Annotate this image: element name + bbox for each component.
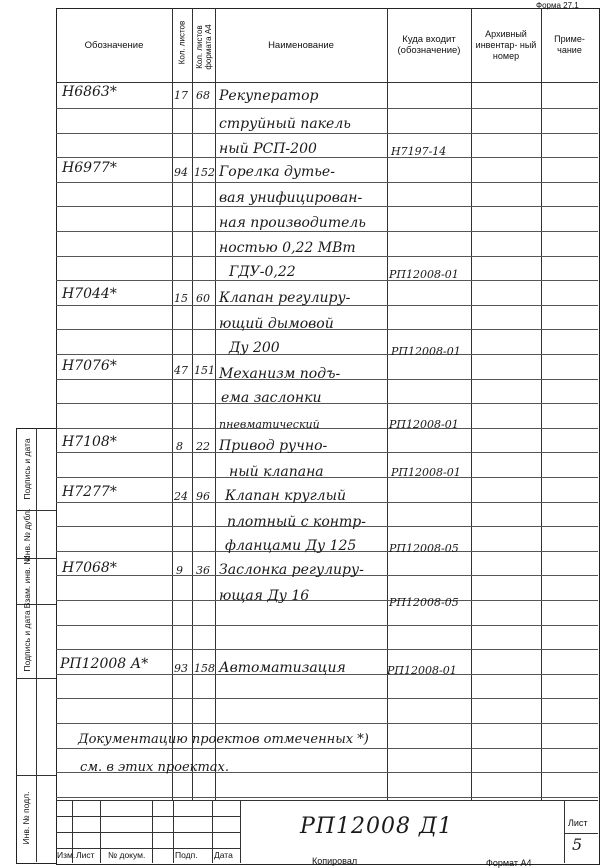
row-sheets: 24 xyxy=(174,490,188,503)
row-name-line: Горелка дутье- xyxy=(219,164,335,180)
col-header-name: Наименование xyxy=(268,39,334,51)
row-sheets: 9 xyxy=(176,564,183,577)
form-label: Форма 27.1 xyxy=(536,1,579,10)
row-a4: 158 xyxy=(194,662,215,675)
row-where: РП12008-01 xyxy=(391,466,461,479)
col-header-note: Приме- чание xyxy=(554,34,585,55)
table-rule xyxy=(56,477,598,478)
col-header-where-used: Куда входит (обозначение) xyxy=(397,34,461,56)
row-name-line: плотный с контр- xyxy=(227,514,366,530)
side-label-inv-dup: Инв. № дубл. xyxy=(22,508,32,562)
row-name-line: Привод ручно- xyxy=(219,438,328,454)
row-name-line: ный РСП-200 xyxy=(219,141,317,157)
row-name-line: Механизм подъ- xyxy=(219,366,341,382)
row-where: РП12008-05 xyxy=(389,596,459,609)
table-rule xyxy=(56,108,598,109)
row-where: РП12008-01 xyxy=(389,268,459,281)
row-a4: 152 xyxy=(194,166,215,179)
footnote-line: см. в этих проектах. xyxy=(80,760,229,775)
row-a4: 22 xyxy=(196,440,210,453)
table-rule xyxy=(56,649,598,650)
row-name-line: ема заслонки xyxy=(221,390,322,406)
row-designation: Н6863* xyxy=(62,84,117,100)
row-name-line: фланцами Ду 125 xyxy=(225,538,357,554)
table-rule xyxy=(56,723,598,724)
row-where: РП12008-01 xyxy=(389,418,459,431)
row-where: РП12008-05 xyxy=(389,542,459,555)
row-name-line: струйный пакель xyxy=(219,116,351,132)
row-a4: 96 xyxy=(196,490,210,503)
table-rule xyxy=(56,133,598,134)
stamp-col-sign: Подп. xyxy=(175,850,198,860)
table-rule xyxy=(56,256,598,257)
col-header-archive: Архивный инвентар- ный номер xyxy=(475,28,537,61)
footer-copied: Копировал xyxy=(312,856,358,866)
row-sheets: 94 xyxy=(174,166,188,179)
row-name-line: Клапан круглый xyxy=(225,488,346,504)
table-rule xyxy=(56,182,598,183)
table-rule xyxy=(56,428,598,429)
row-designation: Н7277* xyxy=(62,484,117,500)
stamp-sheet-label: Лист xyxy=(568,818,588,828)
table-rule xyxy=(56,403,598,404)
row-name-line: Автоматизация xyxy=(219,660,346,676)
side-label-sign-date-bottom: Подпись и дата xyxy=(22,610,32,672)
row-name-line: ный клапана xyxy=(229,464,324,480)
row-name-line: пневматический xyxy=(219,418,320,431)
row-a4: 68 xyxy=(196,89,210,102)
table-rule xyxy=(56,625,598,626)
row-a4: 60 xyxy=(196,292,210,305)
footer-format: Формат А4 xyxy=(486,858,532,868)
row-name-line: Рекуператор xyxy=(219,88,319,104)
side-label-inv-orig: Инв. № подл. xyxy=(21,791,31,845)
row-designation: Н7068* xyxy=(62,560,117,576)
col-header-sheets: Кол. листов xyxy=(177,20,187,65)
row-designation: Н7108* xyxy=(62,434,117,450)
row-name-line: ГДУ-0,22 xyxy=(229,264,296,280)
table-rule xyxy=(56,280,598,281)
row-name-line: ющая Ду 16 xyxy=(219,588,310,604)
side-label-replace-inv: Взам. инв. № xyxy=(22,555,32,609)
table-rule xyxy=(56,157,598,158)
row-designation: Н6977* xyxy=(62,160,117,176)
row-a4: 36 xyxy=(196,564,210,577)
row-sheets: 93 xyxy=(174,662,188,675)
stamp-col-date: Дата xyxy=(214,850,233,860)
row-sheets: 8 xyxy=(176,440,183,453)
side-label-sign-date-top: Подпись и дата xyxy=(22,438,32,500)
row-name-line: ностью 0,22 МВт xyxy=(219,240,356,256)
table-rule xyxy=(56,748,598,749)
row-sheets: 17 xyxy=(174,89,188,102)
row-name-line: Клапан регулиру- xyxy=(219,290,351,306)
table-rule xyxy=(56,354,598,355)
table-rule xyxy=(56,600,598,601)
stamp-col-doc: № докум. xyxy=(108,850,146,860)
row-designation: Н7076* xyxy=(62,358,117,374)
stamp-col-change: Изм. xyxy=(57,850,76,860)
row-where: РП12008-01 xyxy=(387,664,457,677)
row-sheets: 47 xyxy=(174,364,188,377)
stamp-sheet-no: 5 xyxy=(572,835,583,854)
row-where: РП12008-01 xyxy=(391,345,461,358)
row-name-line: Заслонка регулиру- xyxy=(219,562,364,578)
stamp-col-sheet: Лист xyxy=(76,850,95,860)
table-rule xyxy=(56,797,598,798)
row-where: Н7197-14 xyxy=(391,145,447,158)
row-name-line: ная производитель xyxy=(219,215,366,231)
row-a4: 151 xyxy=(194,364,215,377)
table-rule xyxy=(56,698,598,699)
row-designation: РП12008 А* xyxy=(60,656,149,672)
table-rule xyxy=(56,206,598,207)
col-header-designation: Обозначение xyxy=(84,39,144,51)
row-designation: Н7044* xyxy=(62,286,117,302)
row-name-line: вая унифицирован- xyxy=(219,190,363,206)
row-sheets: 15 xyxy=(174,292,188,305)
stamp-doc-code: РП12008 Д1 xyxy=(300,814,453,839)
table-rule xyxy=(56,231,598,232)
row-name-line: ющий дымовой xyxy=(219,316,334,332)
footnote-line: Документацию проектов отмеченных *) xyxy=(78,732,369,747)
col-header-a4: Кол. листов формата А4 xyxy=(195,24,213,70)
row-name-line: Ду 200 xyxy=(229,340,280,356)
